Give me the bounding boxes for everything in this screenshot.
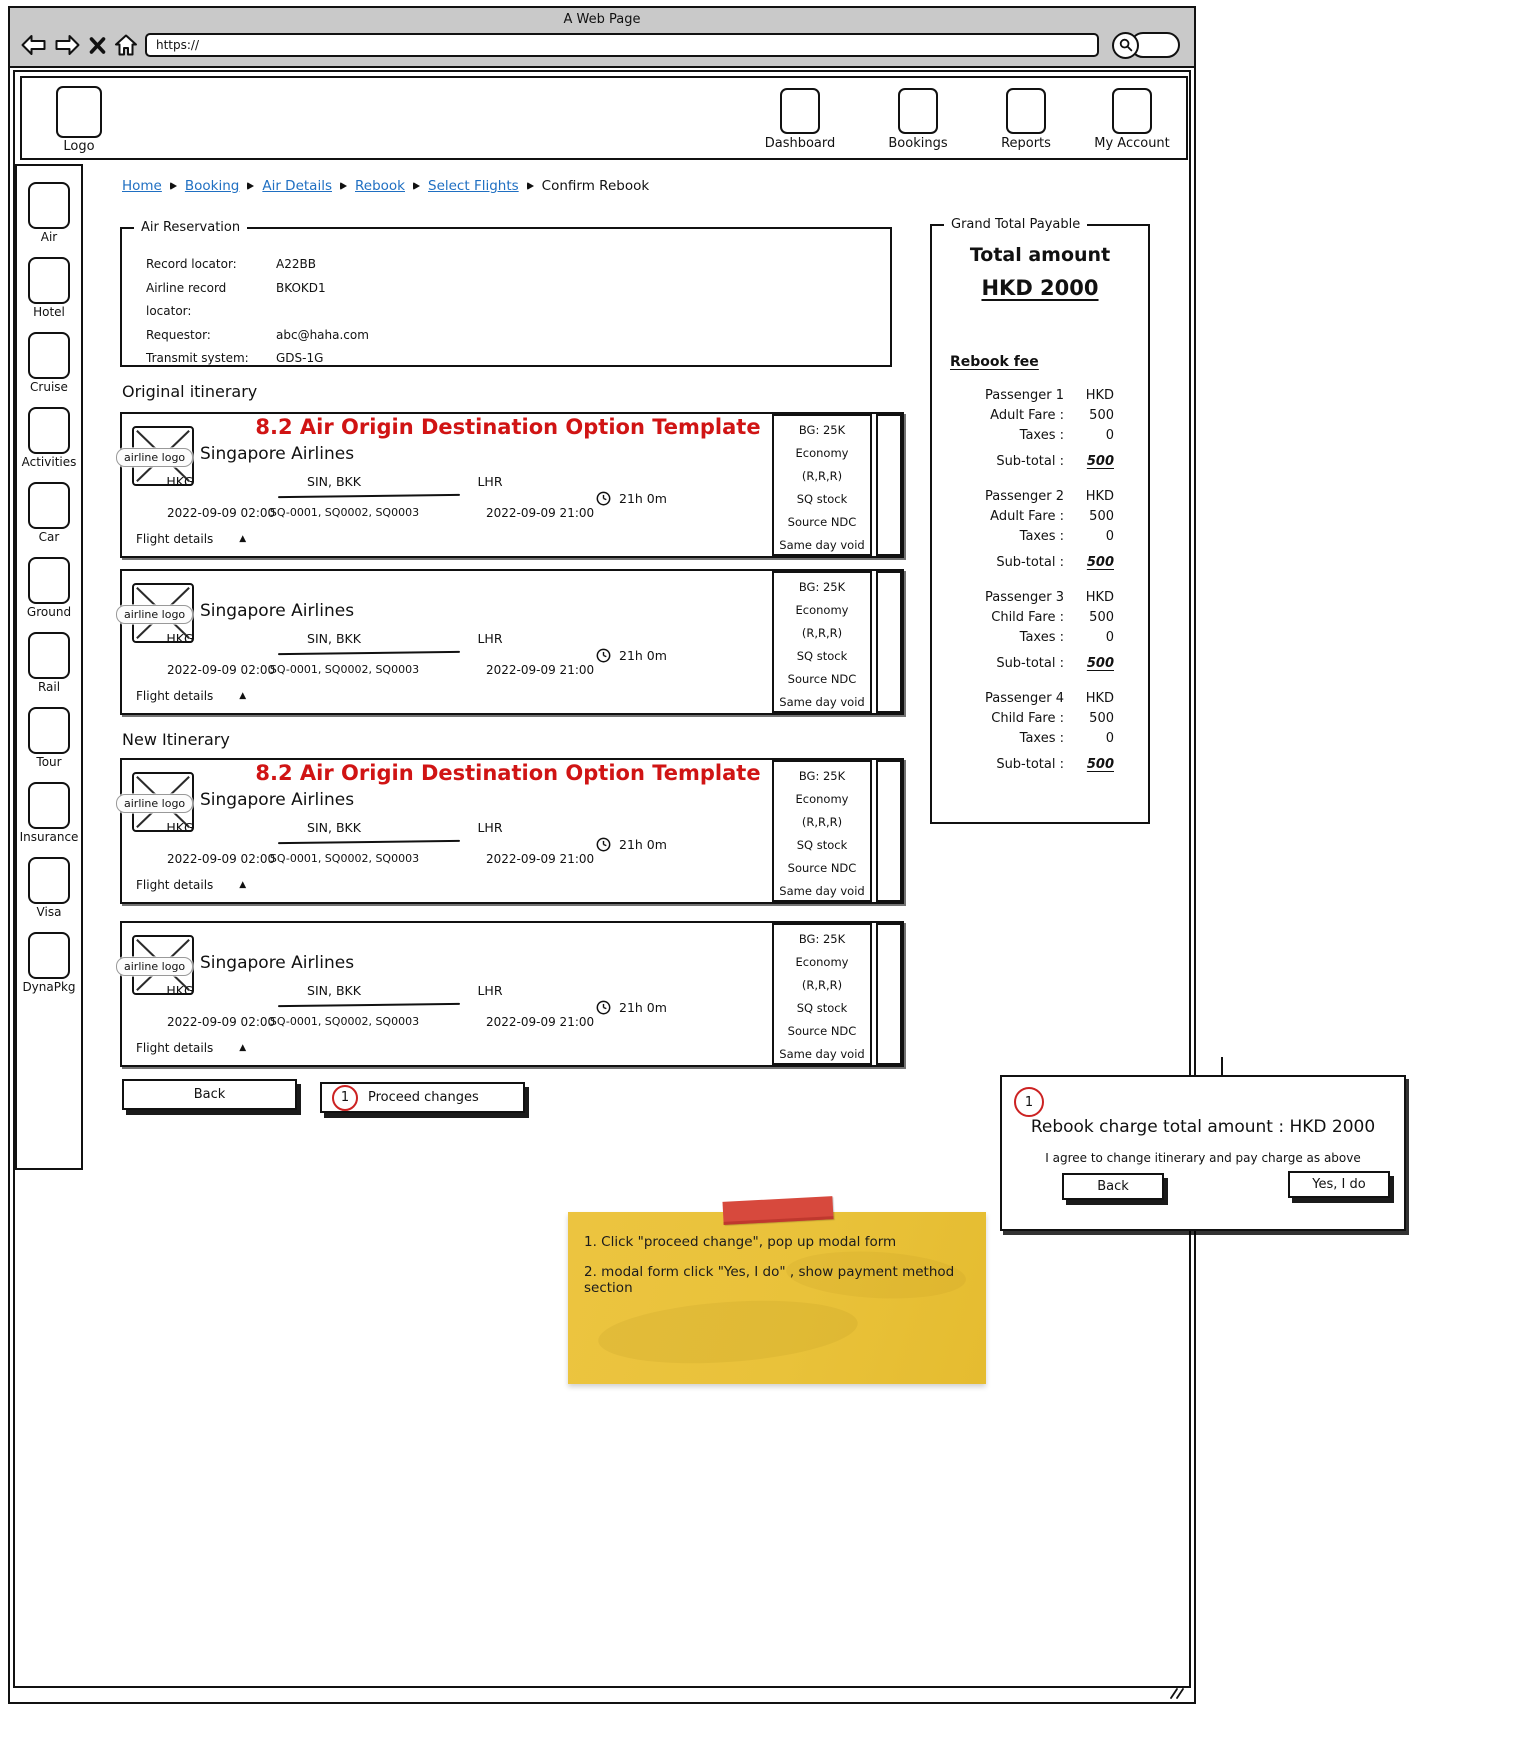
record-locator-row [146, 253, 369, 277]
proceed-changes-label: Proceed changes [368, 1090, 479, 1105]
cabin-class: Economy [795, 954, 849, 969]
taxes-label: Taxes : [1019, 630, 1064, 645]
subtotal-value: 500 [1086, 454, 1114, 469]
flight-card-original-1 [120, 412, 904, 558]
fare-value: 500 [1089, 711, 1114, 726]
duration-text: 21h 0m [619, 648, 667, 663]
sidebar-label-dynapkg: DynaPkg [22, 980, 76, 994]
airline-name: Singapore Airlines [200, 790, 355, 810]
baggage-info: BG: 25K [798, 580, 846, 594]
duration-text: 21h 0m [619, 491, 667, 506]
collapse-arrow-icon: ▲ [239, 880, 247, 890]
flight-card-new-1 [120, 758, 904, 904]
sidebar-item-air[interactable] [28, 182, 70, 244]
modal-yes-i-do-label: Yes, I do [1312, 1177, 1366, 1192]
template-annotation: 8.2 Air Origin Destination Option Template [255, 761, 761, 785]
cabin-class: Economy [795, 445, 849, 460]
stock-info: SQ stock [796, 837, 848, 852]
passenger-1-block [932, 386, 1148, 474]
car-icon [28, 482, 70, 529]
rebook-confirm-modal [1000, 1075, 1406, 1231]
source-info: Source NDC [787, 514, 857, 529]
rail-icon [28, 632, 70, 679]
browser-chrome [10, 8, 1194, 68]
sidebar-label-ground: Ground [26, 605, 72, 619]
modal-yes-i-do-button[interactable] [1288, 1171, 1390, 1198]
flight-card-new-2 [120, 921, 904, 1067]
card-side-strip [876, 760, 902, 902]
passenger-fee-list [932, 386, 1148, 790]
grand-total-panel [930, 217, 1150, 824]
transmit-system-label: Transmit system: [146, 351, 249, 365]
sidebar-label-activities: Activities [21, 455, 77, 469]
airline-record-locator-value: BKOKD1 [276, 280, 326, 295]
destination-airport: LHR [477, 820, 503, 835]
via-airports: SIN, BKK [307, 820, 361, 835]
sidebar-item-tour[interactable] [28, 707, 70, 769]
flight-details-label: Flight details [136, 1041, 214, 1055]
source-info: Source NDC [787, 860, 857, 875]
flight-details-label: Flight details [136, 689, 214, 703]
fare-value: 500 [1089, 610, 1114, 625]
close-icon[interactable] [88, 35, 107, 55]
route-line [278, 494, 460, 498]
taxes-value: 0 [1105, 529, 1114, 544]
airline-logo-label: airline logo [116, 448, 193, 467]
tour-icon [28, 707, 70, 754]
proceed-changes-button[interactable] [320, 1082, 525, 1113]
fare-label: Adult Fare : [990, 408, 1064, 423]
logo [44, 86, 114, 154]
ground-icon [28, 557, 70, 604]
airline-record-locator-row [146, 277, 369, 324]
cabin-class: Economy [795, 602, 849, 617]
sidebar-item-dynapkg[interactable] [22, 932, 75, 994]
collapse-arrow-icon: ▲ [239, 1043, 247, 1053]
total-amount-title: Total amount [969, 244, 1111, 266]
taxes-value: 0 [1105, 731, 1114, 746]
clock-icon [596, 648, 611, 663]
browser-toolbar [20, 30, 1180, 60]
requestor-row [146, 324, 369, 348]
stock-info: SQ stock [796, 1000, 848, 1015]
flight-numbers: SQ-0001, SQ0002, SQ0003 [269, 663, 420, 676]
breadcrumb-home[interactable]: Home [122, 178, 162, 194]
sidebar-label-cruise: Cruise [30, 380, 68, 394]
currency: HKD [1085, 388, 1114, 403]
flight-card-original-2 [120, 569, 904, 715]
sidebar-item-cruise[interactable] [28, 332, 70, 394]
destination-airport: LHR [477, 983, 503, 998]
passenger-4-block [932, 689, 1148, 777]
flight-details-toggle[interactable] [136, 1041, 246, 1055]
taxes-label: Taxes : [1019, 731, 1064, 746]
stock-info: SQ stock [796, 491, 848, 506]
origin-airport: HKG [166, 474, 194, 489]
taxes-value: 0 [1105, 428, 1114, 443]
record-locator-value: A22BB [276, 257, 316, 271]
card-side-strip [876, 414, 902, 556]
origin-airport: HKG [166, 983, 194, 998]
my-account-icon [1112, 88, 1152, 134]
sidebar-label-visa: Visa [36, 905, 62, 919]
subtotal-value: 500 [1086, 555, 1114, 570]
requestor-label: Requestor: [146, 327, 211, 342]
arrive-datetime: 2022-09-09 21:00 [486, 1015, 595, 1029]
sidebar-label-car: Car [38, 530, 60, 544]
flight-numbers: SQ-0001, SQ0002, SQ0003 [269, 506, 420, 519]
logo-image-placeholder [56, 86, 102, 138]
passenger-name: Passenger 1 [984, 388, 1064, 403]
back-arrow-icon[interactable] [20, 33, 47, 57]
fare-value: 500 [1089, 509, 1114, 524]
nav-dashboard[interactable] [748, 88, 852, 151]
site-header [20, 76, 1188, 160]
card-side-strip [876, 571, 902, 713]
route-line [278, 651, 460, 655]
nav-bookings[interactable] [866, 88, 970, 151]
subtotal-value: 500 [1086, 757, 1114, 772]
source-info: Source NDC [787, 1023, 857, 1038]
visa-icon [28, 857, 70, 904]
baggage-info: BG: 25K [798, 769, 846, 783]
airline-record-locator-label: Airline record locator: [146, 280, 227, 318]
booking-classes: (R,R,R) [801, 625, 843, 640]
nav-reports-label: Reports [1001, 136, 1051, 151]
sidebar-item-activities[interactable] [22, 407, 77, 469]
original-itinerary-heading: Original itinerary [122, 382, 258, 401]
void-info: Same day void [779, 537, 865, 552]
depart-datetime: 2022-09-09 02:00 [167, 852, 276, 866]
source-info: Source NDC [787, 671, 857, 686]
template-annotation: 8.2 Air Origin Destination Option Template [255, 415, 761, 439]
fare-info-panel [772, 760, 872, 902]
grand-total-legend: Grand Total Payable [944, 217, 1087, 232]
modal-connector-line [1221, 1057, 1223, 1077]
taxes-value: 0 [1105, 630, 1114, 645]
sidebar-label-rail: Rail [37, 680, 61, 694]
cruise-icon [28, 332, 70, 379]
subtotal-label: Sub-total : [996, 454, 1064, 469]
subtotal-label: Sub-total : [996, 757, 1064, 772]
step-1-badge: 1 [1014, 1087, 1044, 1117]
modal-back-button[interactable] [1062, 1173, 1164, 1200]
route-line [278, 1003, 460, 1007]
fare-label: Adult Fare : [990, 509, 1064, 524]
passenger-3-block [932, 588, 1148, 676]
booking-classes: (R,R,R) [801, 814, 843, 829]
passenger-name: Passenger 4 [984, 691, 1064, 706]
breadcrumb-separator-icon [247, 182, 254, 190]
taxes-label: Taxes : [1019, 529, 1064, 544]
airline-name: Singapore Airlines [200, 953, 355, 973]
breadcrumb-air-details[interactable]: Air Details [262, 178, 332, 194]
duration-text: 21h 0m [619, 1000, 667, 1015]
modal-title: Rebook charge total amount : HKD 2000 [1030, 1117, 1376, 1137]
fare-info-panel [772, 414, 872, 556]
url-input[interactable] [145, 33, 1099, 57]
home-icon[interactable] [114, 33, 138, 58]
sidebar-item-rail[interactable] [28, 632, 70, 694]
subtotal-label: Sub-total : [996, 656, 1064, 671]
airline-logo-label: airline logo [116, 605, 193, 624]
sidebar-item-ground[interactable] [27, 557, 71, 619]
flight-details-label: Flight details [136, 532, 214, 546]
fare-label: Child Fare : [991, 711, 1064, 726]
card-side-strip [876, 923, 902, 1065]
nav-my-account[interactable] [1080, 88, 1184, 151]
clock-icon [596, 491, 611, 506]
search-control[interactable] [1112, 32, 1180, 59]
airline-logo-label: airline logo [116, 794, 193, 813]
sidebar-item-car[interactable] [28, 482, 70, 544]
flight-details-toggle[interactable] [136, 532, 246, 546]
sticky-note [568, 1212, 986, 1384]
subtotal-label: Sub-total : [996, 555, 1064, 570]
arrive-datetime: 2022-09-09 21:00 [486, 663, 595, 677]
origin-airport: HKG [166, 820, 194, 835]
flight-numbers: SQ-0001, SQ0002, SQ0003 [269, 852, 420, 865]
fare-info-panel [772, 571, 872, 713]
flight-details-label: Flight details [136, 878, 214, 892]
airline-logo-label: airline logo [116, 957, 193, 976]
breadcrumb-booking[interactable]: Booking [184, 178, 240, 194]
flight-duration [596, 491, 667, 506]
baggage-info: BG: 25K [798, 932, 846, 946]
breadcrumb-separator-icon [340, 182, 347, 190]
arrive-datetime: 2022-09-09 21:00 [486, 506, 595, 520]
fare-info-panel [772, 923, 872, 1065]
hotel-icon [28, 257, 70, 304]
breadcrumb-rebook[interactable]: Rebook [355, 178, 405, 194]
sidebar-label-tour: Tour [36, 755, 62, 769]
booking-classes: (R,R,R) [801, 468, 843, 483]
window-title: A Web Page [563, 12, 641, 27]
breadcrumb-separator-icon [170, 182, 177, 190]
resize-handle-icon[interactable] [1167, 1688, 1185, 1699]
subtotal-value: 500 [1086, 656, 1114, 671]
sticky-note-line-2: 2. modal form click "Yes, I do" , show payment method section [584, 1264, 955, 1296]
nav-bookings-label: Bookings [888, 136, 948, 151]
transmit-system-value: GDS-1G [276, 351, 324, 365]
depart-datetime: 2022-09-09 02:00 [167, 1015, 276, 1029]
destination-airport: LHR [477, 474, 503, 489]
modal-agreement-text: I agree to change itinerary and pay charge as above [1045, 1151, 1361, 1165]
void-info: Same day void [779, 694, 865, 709]
forward-arrow-icon[interactable] [54, 33, 81, 57]
modal-back-label: Back [1097, 1179, 1129, 1194]
sidebar-item-insurance[interactable] [20, 782, 79, 844]
void-info: Same day void [779, 883, 865, 898]
flight-duration [596, 1000, 667, 1015]
duration-text: 21h 0m [619, 837, 667, 852]
stock-info: SQ stock [796, 648, 848, 663]
total-amount-value: HKD 2000 [981, 276, 1099, 300]
via-airports: SIN, BKK [307, 631, 361, 646]
air-reservation-panel [120, 220, 892, 367]
baggage-info: BG: 25K [798, 423, 846, 437]
insurance-icon [28, 782, 70, 829]
collapse-arrow-icon: ▲ [239, 534, 247, 544]
flight-details-toggle[interactable] [136, 878, 246, 892]
sidebar-item-hotel[interactable] [28, 257, 70, 319]
clock-icon [596, 1000, 611, 1015]
flight-duration [596, 648, 667, 663]
transmit-system-row [146, 347, 369, 371]
sidebar [15, 164, 83, 1170]
passenger-2-block [932, 487, 1148, 575]
currency: HKD [1085, 590, 1114, 605]
logo-label: Logo [63, 139, 95, 154]
breadcrumb [122, 178, 649, 194]
sidebar-label-insurance: Insurance [19, 830, 79, 844]
air-icon [28, 182, 70, 229]
breadcrumb-separator-icon [527, 182, 534, 190]
depart-datetime: 2022-09-09 02:00 [167, 506, 276, 520]
dashboard-icon [780, 88, 820, 134]
clock-icon [596, 837, 611, 852]
currency: HKD [1085, 691, 1114, 706]
nav-dashboard-label: Dashboard [764, 136, 836, 151]
nav-reports[interactable] [974, 88, 1078, 151]
flight-duration [596, 837, 667, 852]
dynapkg-icon [28, 932, 70, 979]
origin-airport: HKG [166, 631, 194, 646]
arrive-datetime: 2022-09-09 21:00 [486, 852, 595, 866]
via-airports: SIN, BKK [307, 983, 361, 998]
flight-details-toggle[interactable] [136, 689, 246, 703]
sidebar-item-visa[interactable] [28, 857, 70, 919]
taxes-label: Taxes : [1019, 428, 1064, 443]
airline-name: Singapore Airlines [200, 444, 355, 464]
booking-classes: (R,R,R) [801, 977, 843, 992]
route-line [278, 840, 460, 844]
breadcrumb-separator-icon [413, 182, 420, 190]
nav-my-account-label: My Account [1094, 136, 1170, 151]
airline-name: Singapore Airlines [200, 601, 355, 621]
activities-icon [28, 407, 70, 454]
back-button[interactable] [122, 1079, 297, 1110]
search-icon[interactable] [1112, 32, 1139, 59]
step-1-badge: 1 [332, 1085, 358, 1111]
destination-airport: LHR [477, 631, 503, 646]
sidebar-label-air: Air [40, 230, 58, 244]
depart-datetime: 2022-09-09 02:00 [167, 663, 276, 677]
record-locator-label: Record locator: [146, 257, 237, 271]
bookings-icon [898, 88, 938, 134]
void-info: Same day void [779, 1046, 865, 1061]
fare-value: 500 [1089, 408, 1114, 423]
reports-icon [1006, 88, 1046, 134]
browser-window [8, 6, 1196, 1704]
flight-numbers: SQ-0001, SQ0002, SQ0003 [269, 1015, 420, 1028]
breadcrumb-select-flights[interactable]: Select Flights [428, 178, 519, 194]
air-reservation-legend: Air Reservation [134, 220, 247, 235]
sticky-note-line-1: 1. Click "proceed change", pop up modal form [584, 1234, 897, 1250]
cabin-class: Economy [795, 791, 849, 806]
back-button-label: Back [193, 1087, 226, 1102]
rebook-fee-heading: Rebook fee [950, 354, 1039, 370]
fare-label: Child Fare : [991, 610, 1064, 625]
new-itinerary-heading: New Itinerary [122, 730, 230, 749]
window-bottom-bar [13, 1686, 1191, 1700]
passenger-name: Passenger 2 [984, 489, 1064, 504]
collapse-arrow-icon: ▲ [239, 691, 247, 701]
currency: HKD [1085, 489, 1114, 504]
via-airports: SIN, BKK [307, 474, 361, 489]
breadcrumb-current: Confirm Rebook [541, 178, 650, 194]
sidebar-label-hotel: Hotel [33, 305, 65, 319]
requestor-value: abc@haha.com [276, 327, 369, 342]
passenger-name: Passenger 3 [984, 590, 1064, 605]
